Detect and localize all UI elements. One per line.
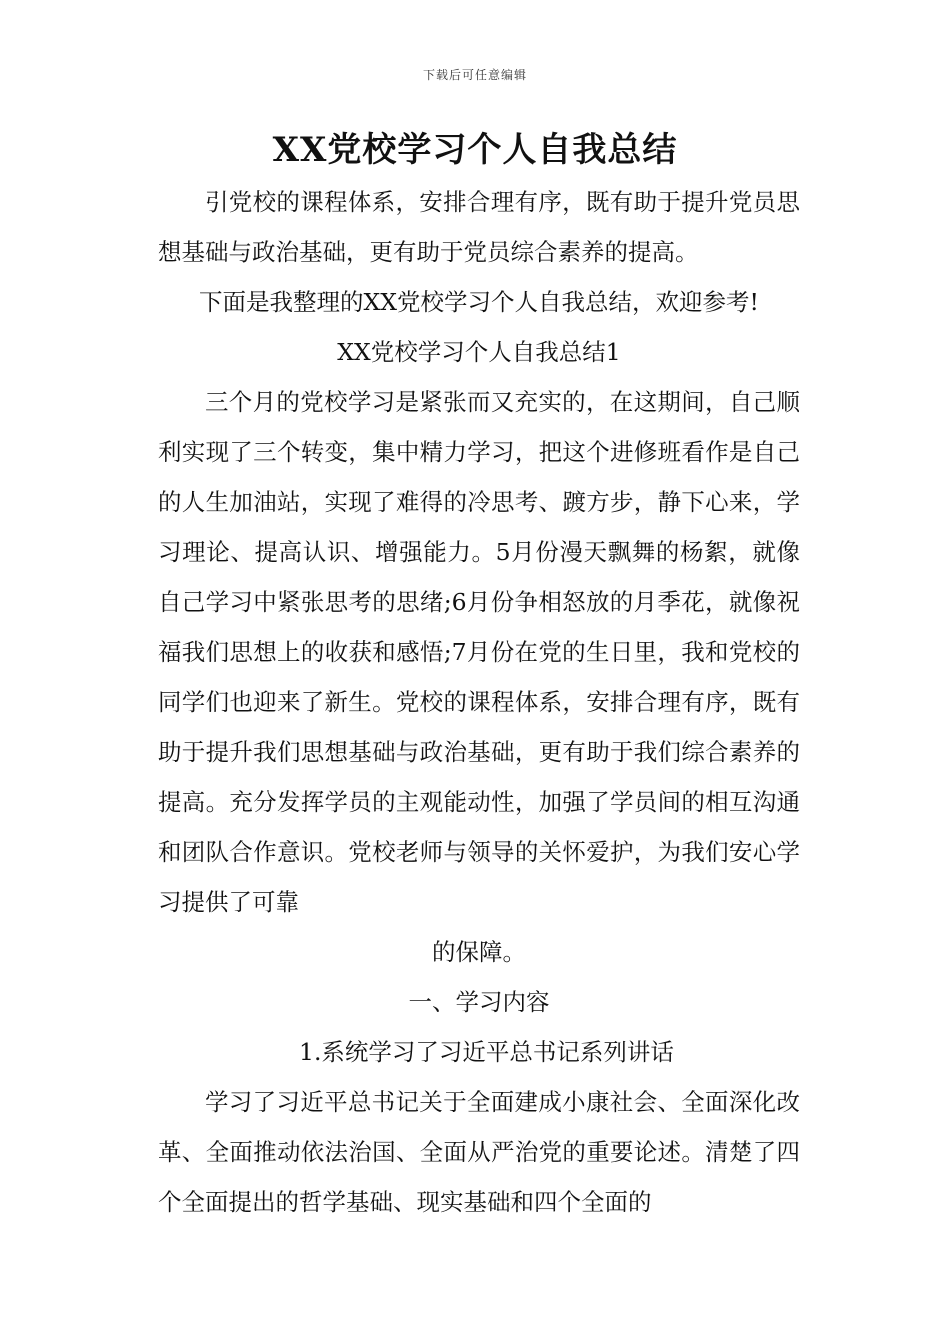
section-heading-1: 一、学习内容 (408, 988, 550, 1016)
article-paragraph-1: 三个月的党校学习是紧张而又充实的，在这期间，自己顺利实现了三个转变，集中精力学习，把这个进修班看作是自己的人生加油站，实现了难得的冷思考、踱方步，静下心来，学习理论、提高认识、增强能力。5月份漫天飘舞的杨絮，就像自己学习中紧张思考的思绪;6月份争相怒放的月季花，就像祝福我们思想上的收获和感悟;7月份在党的生日里，我和党校的同学们也迎来了新生。党校的课程体系，安排合理有序，既有助于提升我们思想基础与政治基础，更有助于我们综合素养的提高。充分发挥学员的主观能动性，加强了学员间的相互沟通和团队合作意识。党校老师与领导的关怀爱护，为我们安心学习提供了可靠 (158, 388, 800, 916)
intro-paragraph-2: 下面是我整理的XX党校学习个人自我总结，欢迎参考! (199, 288, 759, 316)
document-title: XX党校学习个人自我总结 (272, 130, 678, 170)
header-note: 下载后可任意编辑 (422, 68, 527, 82)
article-paragraph-2: 学习了习近平总书记关于全面建成小康社会、全面深化改革、全面推动依法治国、全面从严治党的重要论述。清楚了四个全面提出的哲学基础、现实基础和四个全面的 (158, 1088, 800, 1216)
article-paragraph-1-end: 的保障。 (432, 938, 526, 966)
article-heading: XX党校学习个人自我总结1 (337, 338, 621, 366)
intro-paragraph: 引党校的课程体系，安排合理有序，既有助于提升党员思想基础与政治基础，更有助于党员综合素养的提高。 (158, 188, 800, 266)
subsection-heading-1: 1.系统学习了习近平总书记系列讲话 (299, 1038, 674, 1066)
document-body (158, 177, 800, 1227)
